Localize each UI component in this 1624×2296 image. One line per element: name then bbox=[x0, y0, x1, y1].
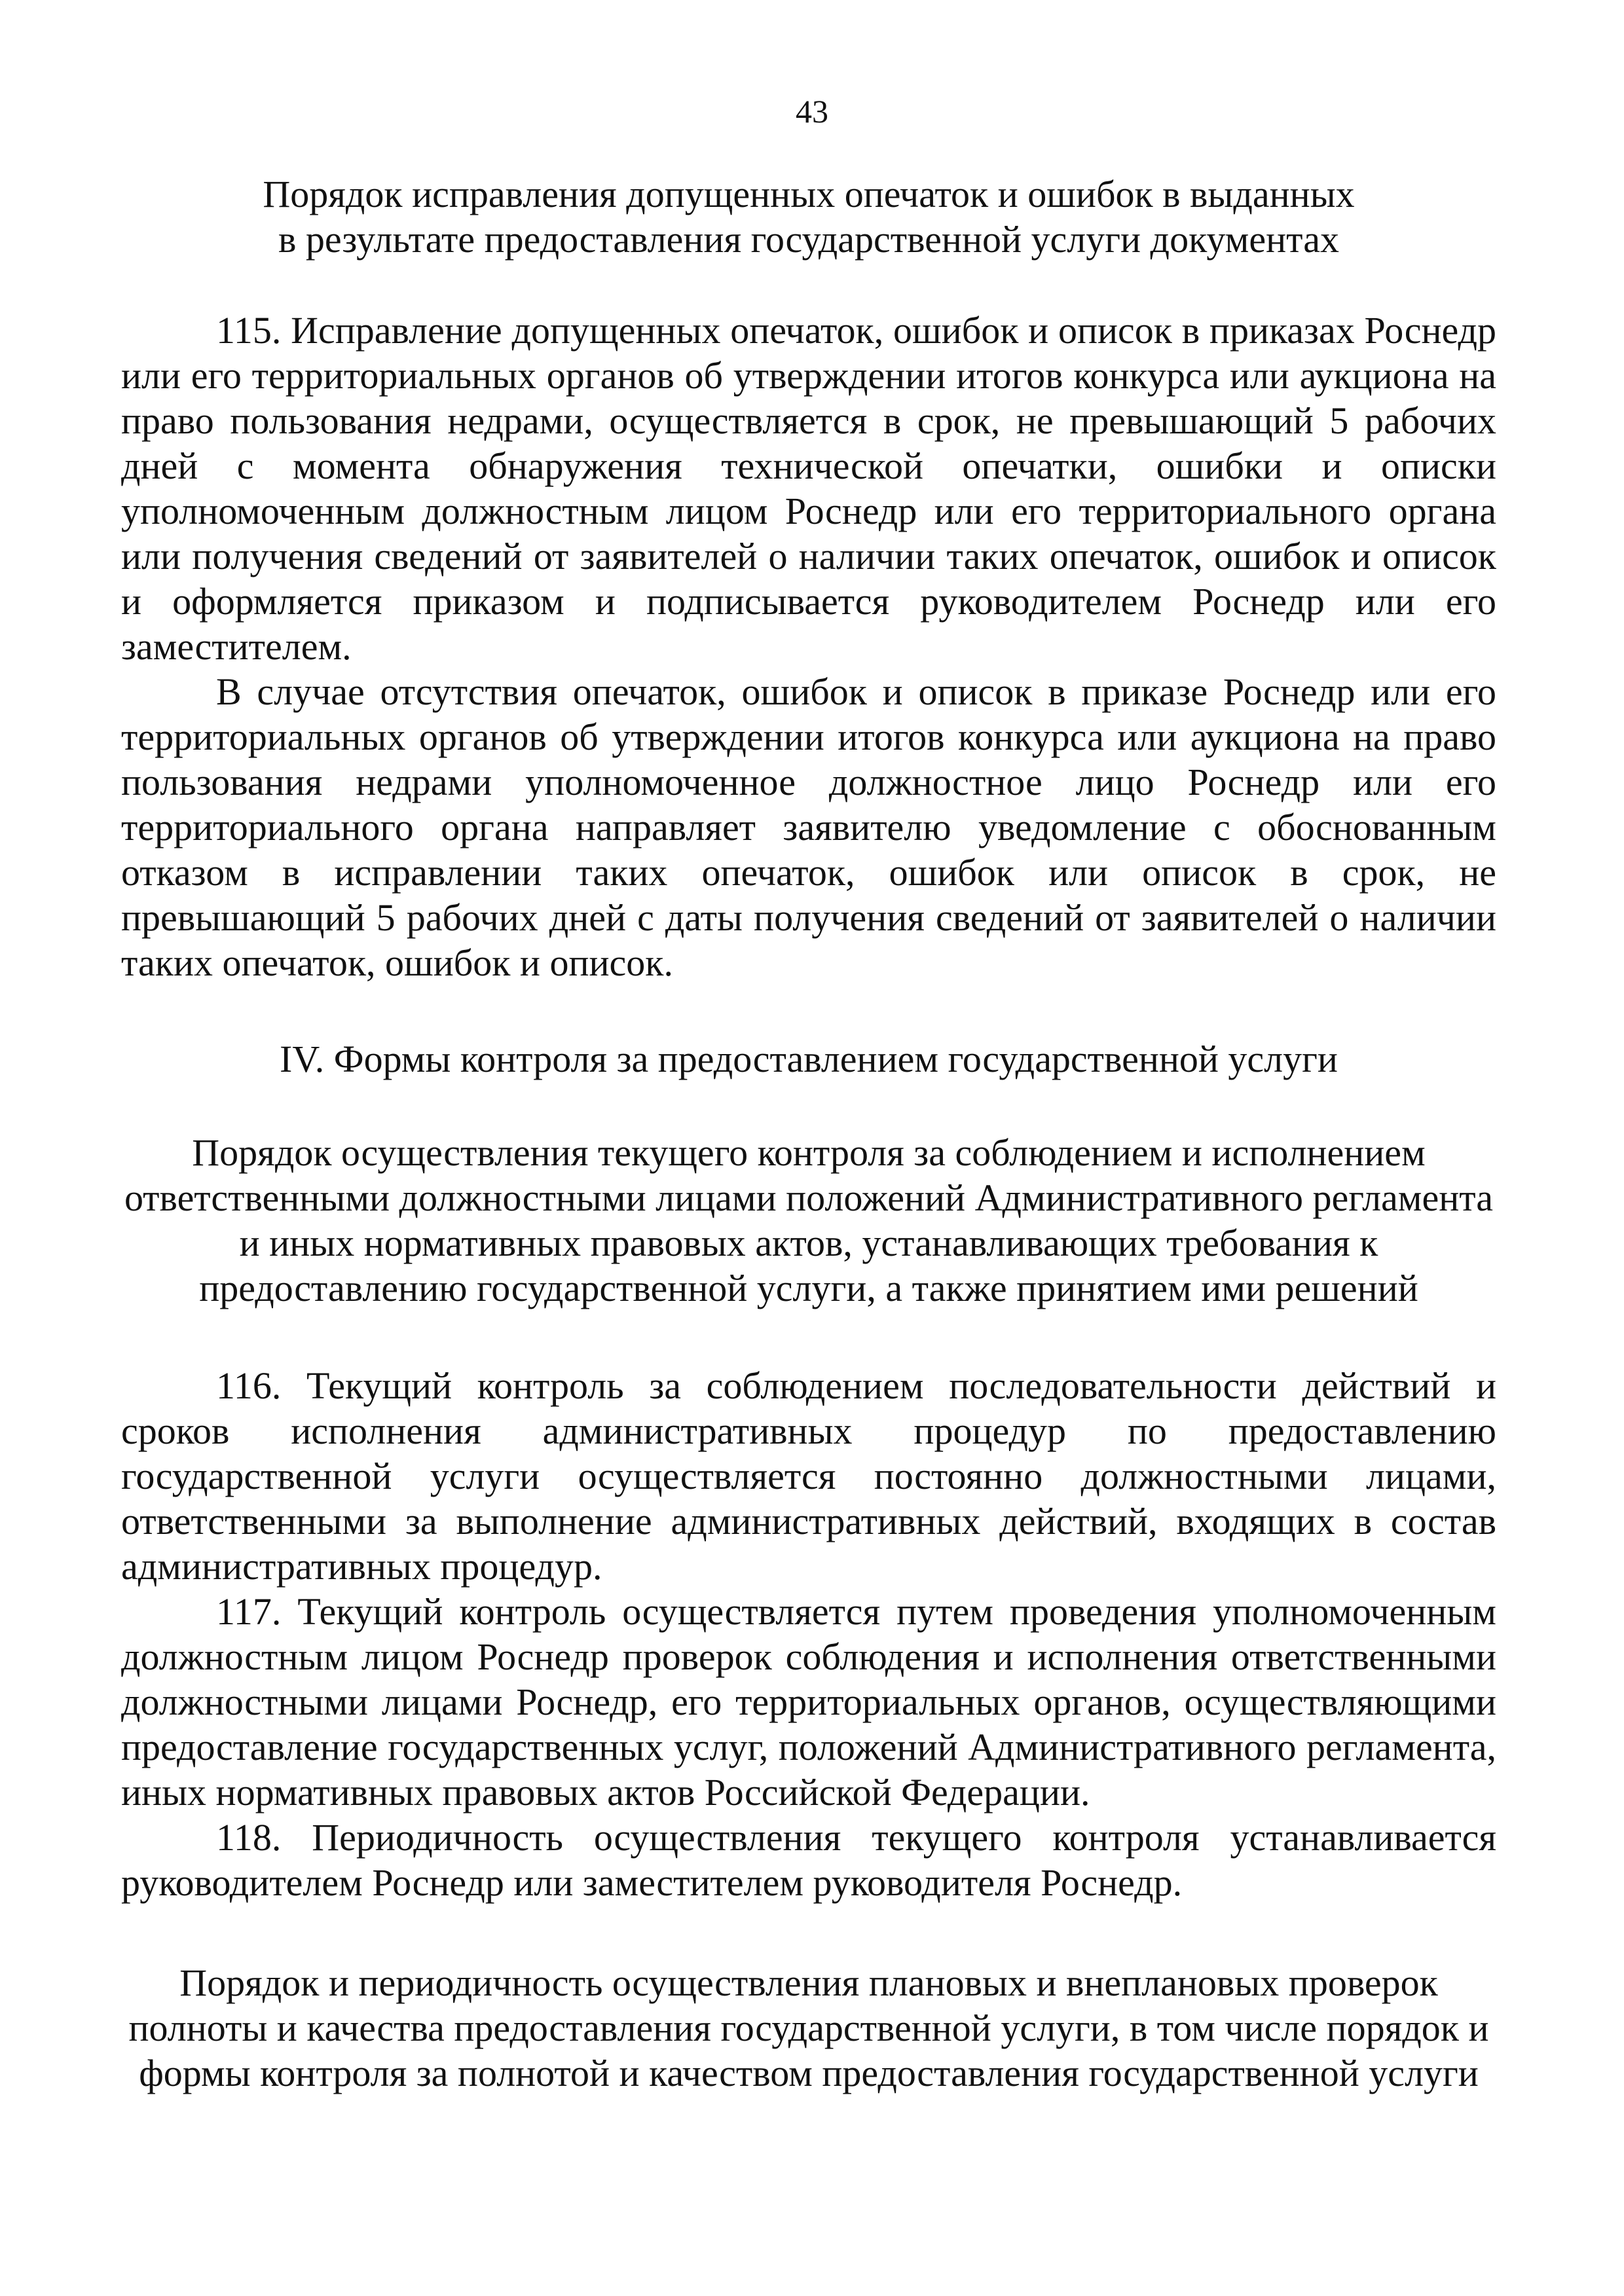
heading-line: Порядок и периодичность осуществления плановых и внеплановых проверок bbox=[179, 1961, 1438, 2004]
page-content bbox=[121, 172, 1496, 2096]
heading-line: предоставлению государственной услуги, а также принятием ими решений bbox=[199, 1267, 1418, 1309]
heading-line: Порядок осуществления текущего контроля за соблюдением и исполнением bbox=[192, 1131, 1426, 1174]
paragraph-refusal: В случае отсутствия опечаток, ошибок и описок в приказе Роснедр или его территориальных органов об утверждении итогов конкурса или аукциона на право пользования недрами уполномоченное должностное лицо Роснедр или его территориального органа направляет заявителю уведомление с обоснованным отказом в исправлении таких опечаток, ошибок или описок в срок, не превышающий 5 рабочих дней с даты получения сведений от заявителей о наличии таких опечаток, ошибок и описок. bbox=[121, 670, 1496, 984]
heading-line: полноты и качества предоставления государственной услуги, в том числе порядок и bbox=[128, 2007, 1489, 2049]
section-heading-inspections bbox=[121, 1960, 1496, 2096]
paragraph-116: 116. Текущий контроль за соблюдением последовательности действий и сроков исполнения административных процедур по предоставлению государственной услуги осуществляется постоянно должностными лицами, ответственными за выполнение административных действий, входящих в состав административных процедур. bbox=[121, 1364, 1496, 1588]
section-heading-current-control bbox=[121, 1130, 1496, 1311]
heading-line: в результате предоставления государственной услуги документах bbox=[278, 218, 1339, 261]
heading-line: формы контроля за полнотой и качеством предоставления государственной услуги bbox=[139, 2052, 1479, 2094]
heading-line: и иных нормативных правовых актов, устанавливающих требования к bbox=[239, 1222, 1378, 1264]
heading-line: ответственными должностными лицами положений Административного регламента bbox=[124, 1176, 1494, 1219]
paragraph-115: 115. Исправление допущенных опечаток, ошибок и описок в приказах Роснедр или его территориальных органов об утверждении итогов конкурса или аукциона на право пользования недрами, осуществляется в срок, не превышающий 5 рабочих дней с момента обнаружения технической опечатки, ошибки и описки уполномоченным должностным лицом Роснедр или его территориального органа или получения сведений от заявителей о наличии таких опечаток, ошибок и описок и оформляется приказом и подписывается руководителем Роснедр или его заместителем. bbox=[121, 309, 1496, 668]
heading-line: Порядок исправления допущенных опечаток и ошибок в выданных bbox=[263, 173, 1355, 215]
paragraph-117: 117. Текущий контроль осуществляется путем проведения уполномоченным должностным лицом Роснедр проверок соблюдения и исполнения ответственными должностными лицами Роснедр, его территориальных органов, осуществляющими предоставление государственных услуг, положений Административного регламента, иных нормативных правовых актов Российской Федерации. bbox=[121, 1590, 1496, 1813]
paragraph-118: 118. Периодичность осуществления текущего контроля устанавливается руководителем Роснедр или заместителем руководителя Роснедр. bbox=[121, 1816, 1496, 1904]
page-number: 43 bbox=[796, 93, 828, 130]
section-heading-corrections bbox=[121, 172, 1496, 262]
chapter-heading-iv: IV. Формы контроля за предоставлением государственной услуги bbox=[280, 1038, 1338, 1080]
